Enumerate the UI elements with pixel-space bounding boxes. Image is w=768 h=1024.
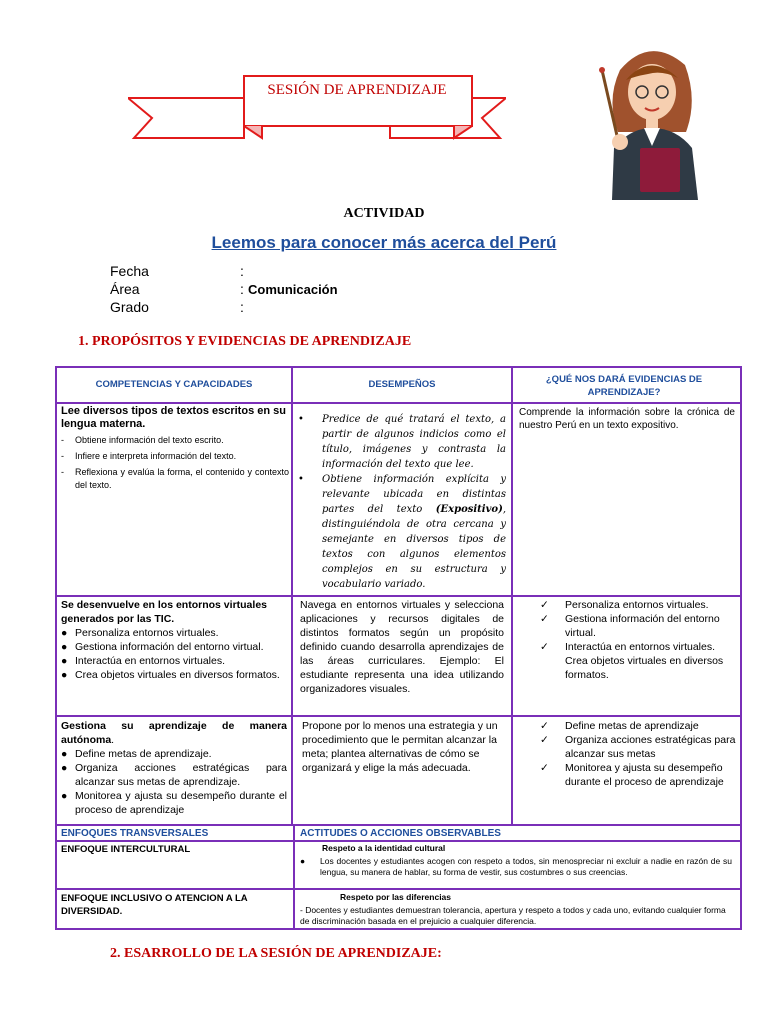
row3-evidencias-list bbox=[540, 719, 736, 789]
list-item: - Infiere e interpreta información del texto. bbox=[61, 451, 237, 461]
list-item: ✓ Gestiona información del entorno virtual. bbox=[540, 613, 720, 639]
section-2-heading: 2. ESARROLLO DE LA SESIÓN DE APRENDIZAJE: bbox=[110, 946, 442, 961]
row3-competencia-title: Gestiona su aprendizaje de manera autónoma. bbox=[61, 720, 287, 746]
list-item: ● Define metas de aprendizaje. bbox=[61, 748, 212, 760]
row1-desempenos-list bbox=[298, 412, 506, 592]
row1-competencia-title: Lee diversos tipos de textos escritos en su lengua materna. bbox=[61, 405, 286, 430]
header-competencias: COMPETENCIAS Y CAPACIDADES bbox=[95, 379, 253, 390]
area-separator: : bbox=[240, 281, 244, 297]
row2-competencia-title: Se desenvuelve en los entornos virtuales generados por las TIC. bbox=[61, 599, 267, 625]
list-item: ✓ Personaliza entornos virtuales. bbox=[540, 599, 709, 611]
list-item: ● Organiza acciones estratégicas para alcanzar sus metas de aprendizaje. bbox=[61, 762, 287, 788]
teacher-illustration-icon bbox=[590, 40, 710, 200]
banner-title: SESIÓN DE APRENDIZAJE bbox=[267, 82, 447, 98]
row2-evidencias-cell bbox=[540, 598, 736, 682]
enfoque-intercultural-list bbox=[300, 856, 732, 878]
row2-competencia-cell bbox=[61, 598, 287, 716]
list-item: ✓ Interactúa en entornos virtuales. Crea objetos virtuales en diversos formatos. bbox=[540, 641, 724, 681]
row1-competencia-cell bbox=[61, 405, 289, 593]
section-1-heading: 1. PROPÓSITOS Y EVIDENCIAS DE APRENDIZAJE bbox=[78, 334, 412, 349]
enfoque-inclusivo-title: Respeto por las diferencias bbox=[340, 892, 452, 902]
enfoque-inclusivo: ENFOQUE INCLUSIVO O ATENCION A LA DIVERSIDAD. bbox=[61, 893, 248, 917]
list-item: ● Crea objetos virtuales en diversos formatos. bbox=[61, 669, 280, 681]
row2-evidencias-list bbox=[540, 598, 736, 682]
list-item: - Obtiene información del texto escrito. bbox=[61, 435, 224, 445]
list-item: ● Personaliza entornos virtuales. bbox=[61, 627, 219, 639]
list-item: - Reflexiona y evalúa la forma, el contenido y contexto del texto. bbox=[61, 467, 289, 490]
enfoque-intercultural: ENFOQUE INTERCULTURAL bbox=[61, 844, 191, 855]
list-item: ✓ Organiza acciones estratégicas para alcanzar sus metas bbox=[540, 734, 736, 760]
list-item: • Obtiene información explícita y relevante ubicada en distintas partes del texto (Expositivo), distinguiéndola de otra cercana y semejante en diversos tipos de textos con algunos elementos complejos en su estructura y vocabulario variado. bbox=[298, 474, 506, 590]
activity-label: ACTIVIDAD bbox=[343, 206, 425, 221]
enfoque-intercultural-text-cell bbox=[300, 856, 732, 878]
list-item: • Predice de qué tratará el texto, a partir de algunos indicios como el título, imágenes y contrasta la información del texto que lee. bbox=[298, 414, 506, 470]
list-item: ● Interactúa en entornos virtuales. bbox=[61, 655, 226, 667]
title-banner bbox=[128, 68, 506, 150]
row3-evidencias-cell bbox=[540, 719, 736, 789]
row3-competencia-cell bbox=[61, 719, 287, 823]
area-label: Área bbox=[110, 281, 140, 297]
row1-desempenos-cell bbox=[298, 412, 506, 594]
enfoques-header: ENFOQUES TRANSVERSALES bbox=[61, 828, 209, 839]
list-item: ● Gestiona información del entorno virtual. bbox=[61, 641, 264, 653]
actitudes-header: ACTITUDES O ACCIONES OBSERVABLES bbox=[300, 828, 501, 839]
fecha-label: Fecha bbox=[110, 263, 149, 279]
session-title: Leemos para conocer más acerca del Perú bbox=[211, 233, 557, 252]
grado-label: Grado bbox=[110, 299, 149, 315]
enfoque-intercultural-title: Respeto a la identidad cultural bbox=[322, 843, 446, 853]
list-item: ✓ Define metas de aprendizaje bbox=[540, 720, 699, 732]
row3-desempeno: Propone por lo menos una estrategia y un procedimiento que le permitan alcanzar la meta; plantea alternativas de cómo se organizará y elige la más adecuada. bbox=[302, 720, 498, 774]
enfoque-inclusivo-text: - Docentes y estudiantes demuestran tolerancia, apertura y respeto a todos y cada uno, evitando cualquier forma de discriminación basada en el prejuicio a cualquier diferencia. bbox=[300, 905, 726, 926]
area-value: Comunicación bbox=[248, 282, 338, 297]
row3-capacidades-list bbox=[61, 747, 287, 817]
row2-capacidades-list bbox=[61, 626, 287, 682]
header-desempenos: DESEMPEÑOS bbox=[368, 379, 436, 390]
row1-evidencia: Comprende la información sobre la crónica de nuestro Perú en un texto expositivo. bbox=[519, 407, 735, 431]
row2-desempeno: Navega en entornos virtuales y selecciona aplicaciones y recursos digitales de distintos formatos según un propósito definido cuando desarrolla aprendizajes de las áreas curriculares. Ejemplo: El estudiante representa una idea utilizando organizadores visuales. bbox=[300, 599, 504, 695]
grado-separator: : bbox=[240, 299, 244, 315]
list-item: ✓ Monitorea y ajusta su desempeño durante el proceso de aprendizaje bbox=[540, 762, 724, 788]
list-item: ● Monitorea y ajusta su desempeño durante el proceso de aprendizaje bbox=[61, 790, 287, 816]
row1-capacidades-list bbox=[61, 434, 289, 492]
header-evidencias: ¿QUÉ NOS DARÁ EVIDENCIAS DE APRENDIZAJE? bbox=[545, 374, 703, 398]
fecha-separator: : bbox=[240, 263, 244, 279]
list-item: ● Los docentes y estudiantes acogen con respeto a todos, sin menospreciar ni excluir a nadie en razón de su lengua, su manera de hablar, su forma de vestir, sus costumbres o sus creencias. bbox=[300, 856, 732, 877]
